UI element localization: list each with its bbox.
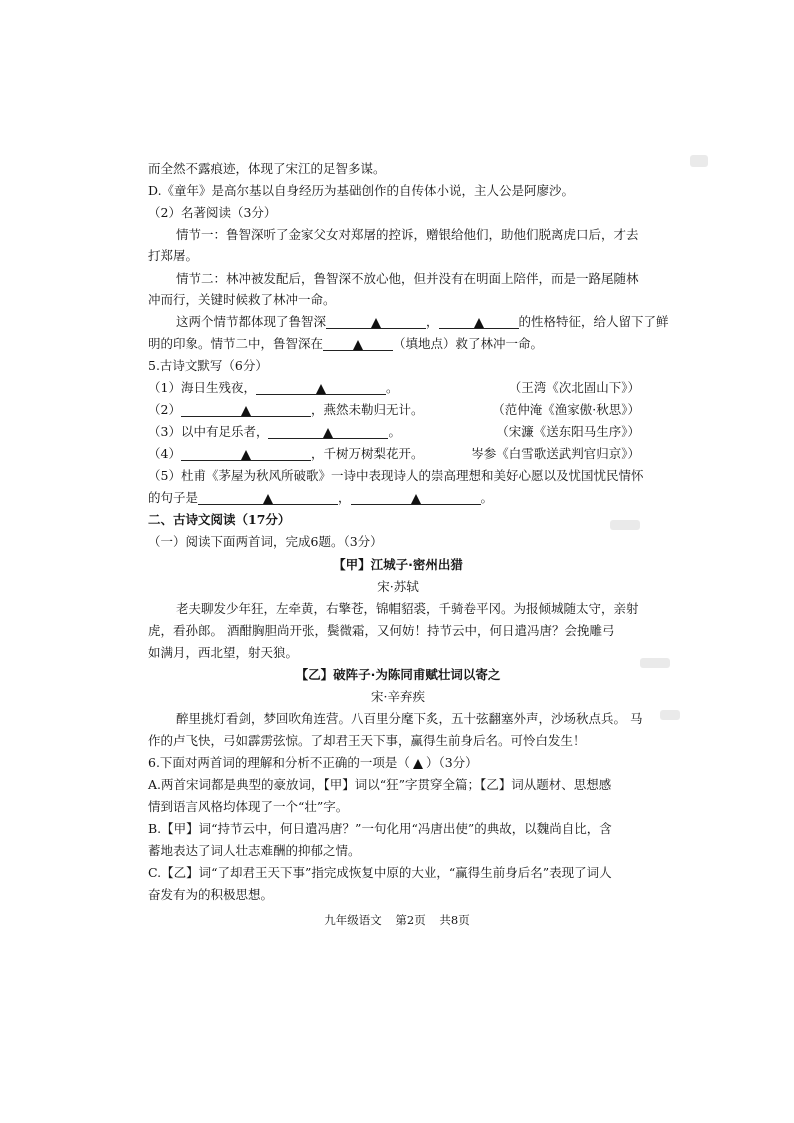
text-segment: 。: [385, 380, 399, 395]
text-segment: （3）以中有足乐者，: [148, 424, 269, 439]
option-line: C.【乙】词“了却君王天下事”指完成恢复中原的大业，“赢得生前身后名”表现了词人: [148, 865, 612, 880]
poem-line: 作的卢飞快，弓如霹雳弦惊。了却君王天下事，赢得生前身后名。可怜白发生！: [148, 733, 586, 748]
scan-smudge: [690, 155, 708, 167]
question-line: [148, 335, 648, 353]
answer-blank[interactable]: [268, 425, 388, 439]
answer-blank[interactable]: [256, 381, 386, 395]
option-line: 蓄地表达了词人壮志难酬的抑郁之情。: [148, 843, 361, 858]
triangle-up-icon: [241, 406, 251, 416]
poem-source: （王湾《次北固山下》）: [508, 380, 640, 395]
question-line: [176, 313, 669, 331]
triangle-up-icon: [316, 384, 326, 394]
text-line: 情节一：鲁智深听了金家父女对郑屠的控诉，赠银给他们，助他们脱离虎口后，才去: [176, 227, 639, 242]
text-line: （5）杜甫《茅屋为秋风所破歌》一诗中表现诗人的崇高理想和美好心愿以及忧国忧民情怀: [148, 468, 644, 483]
section-heading: 5.古诗文默写（6分）: [148, 358, 268, 373]
triangle-up-icon: [474, 318, 484, 328]
text-segment: ，: [426, 314, 439, 329]
text-line: D.《童年》是高尔基以自身经历为基础创作的自传体小说，主人公是阿廖沙。: [148, 183, 575, 198]
answer-blank[interactable]: [351, 491, 481, 505]
triangle-up-icon: [263, 494, 273, 504]
option-line: 情到语言风格均体现了一个“壮”字。: [148, 799, 349, 814]
answer-blank[interactable]: [181, 403, 311, 417]
text-line: 打郑屠。: [148, 248, 199, 263]
text-line: 冲而行，关键时候救了林冲一命。: [148, 292, 336, 307]
poem-author: 宋·苏轼: [377, 579, 419, 594]
text-segment: （1）海日生残夜，: [148, 380, 256, 395]
option-line: A.两首宋词都是典型的豪放词，【甲】词以“狂”字贯穿全篇；【乙】词从题材、思想感: [148, 777, 612, 792]
text-segment: 明的印象。情节二中，鲁智深在: [148, 336, 324, 351]
poem-line: 虎，看孙郎。 酒酣胸胆尚开张，鬓微霜，又何妨！持节云中，何日遣冯唐？会挽雕弓: [148, 623, 615, 638]
footer-subject: 九年级语文: [324, 913, 382, 927]
text-segment: ，燕然未勒归无计。: [310, 402, 424, 417]
text-segment: 。: [480, 490, 494, 505]
triangle-up-icon: [353, 340, 363, 350]
question-line: [148, 754, 648, 772]
poem-source: 岑参《白雪歌送武判官归京》）: [471, 446, 640, 461]
poem-source: （范仲淹《渔家傲·秋思》）: [492, 402, 640, 417]
answer-blank[interactable]: [410, 756, 426, 769]
poem-line: 老夫聊发少年狂，左牵黄，右擎苍，锦帽貂裘，千骑卷平冈。为报倾城随太守，亲射: [176, 601, 639, 616]
text-line: （一）阅读下面两首词，完成6题。（3分）: [148, 534, 383, 549]
text-segment: ）（3分）: [425, 755, 478, 770]
text-segment: 的句子是: [148, 490, 199, 505]
text-line: 而全然不露痕迹，体现了宋江的足智多谋。: [148, 161, 386, 176]
page-footer: [0, 912, 794, 928]
text-segment: 这两个情节都体现了鲁智深: [176, 314, 327, 329]
text-segment: （填地点）救了林冲一命。: [393, 336, 544, 351]
text-segment: 的性格特征，给人留下了鲜: [518, 314, 669, 329]
section-heading: （2）名著阅读（3分）: [148, 205, 277, 220]
footer-page: 第2页: [395, 913, 426, 927]
text-segment: ，: [338, 490, 351, 505]
answer-blank[interactable]: [323, 337, 393, 351]
poem-source: （宋濂《送东阳马生序》）: [496, 424, 640, 439]
poem-line: 醉里挑灯看剑，梦回吹角连营。八百里分麾下炙，五十弦翻塞外声，沙场秋点兵。 马: [176, 711, 643, 726]
question-line: [148, 489, 648, 507]
triangle-up-icon: [411, 494, 421, 504]
poem-line: 如满月，西北望，射天狼。: [148, 645, 299, 660]
text-segment: （4）: [148, 446, 181, 461]
option-line: 奋发有为的积极思想。: [148, 887, 274, 902]
section-heading: 二、古诗文阅读（17分）: [148, 512, 291, 527]
poem-author: 宋·辛弃疾: [371, 689, 425, 704]
triangle-up-icon: [323, 428, 333, 438]
answer-blank[interactable]: [439, 315, 519, 329]
poem-title: 【甲】江城子·密州出猎: [333, 557, 463, 572]
poem-title: 【乙】破阵子·为陈同甫赋壮词以寄之: [295, 667, 501, 682]
text-segment: 。: [388, 424, 401, 439]
answer-blank[interactable]: [181, 447, 311, 461]
text-segment: 6.下面对两首词的理解和分析不正确的一项是（: [148, 755, 410, 770]
text-segment: ，千树万树梨花开。: [310, 446, 424, 461]
answer-blank[interactable]: [198, 491, 338, 505]
option-line: B.【甲】词“持节云中，何日遣冯唐？”一句化用“冯唐出使”的典故，以魏尚自比，含: [148, 821, 612, 836]
text-line: 情节二：林冲被发配后，鲁智深不放心他，但并没有在明面上陪伴，而是一路尾随林: [176, 271, 639, 286]
triangle-up-icon: [371, 318, 381, 328]
footer-total: 共8页: [439, 913, 470, 927]
scan-smudge: [660, 710, 680, 720]
text-segment: （2）: [148, 402, 181, 417]
triangle-up-icon: [413, 759, 423, 769]
answer-blank[interactable]: [326, 315, 426, 329]
triangle-up-icon: [241, 450, 251, 460]
